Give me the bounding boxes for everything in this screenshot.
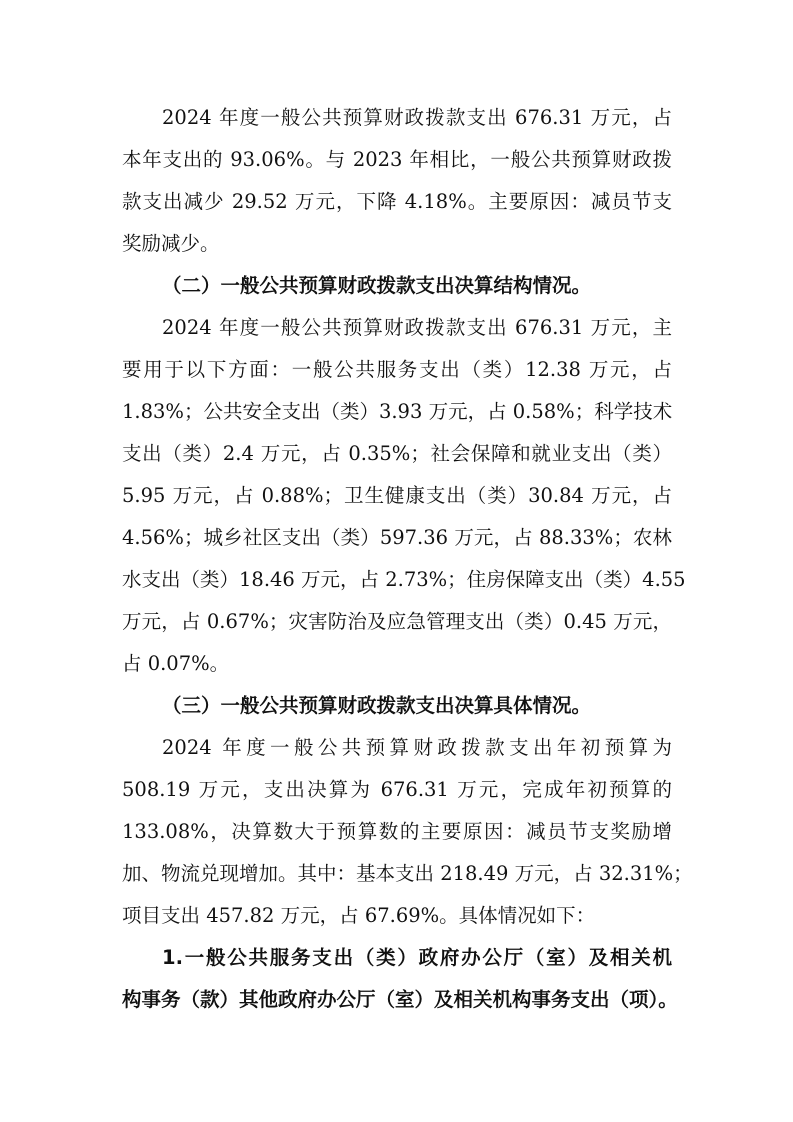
paragraph-3-line-2: 508.19 万元，支出决算为 676.31 万元，完成年初预算的	[122, 778, 672, 801]
item-1-line-1: 1.一般公共服务支出（类）政府办公厅（室）及相关机	[162, 946, 672, 969]
paragraph-1-line-3: 款支出减少 29.52 万元，下降 4.18%。主要原因：减员节支	[122, 190, 672, 213]
paragraph-1-line-4: 奖励减少。	[122, 232, 220, 255]
paragraph-1-line-2: 本年支出的 93.06%。与 2023 年相比，一般公共预算财政拨	[122, 148, 672, 171]
paragraph-2-line-6: 4.56%；城乡社区支出（类）597.36 万元，占 88.33%；农林	[122, 526, 672, 549]
paragraph-2-line-8: 万元，占 0.67%；灾害防治及应急管理支出（类）0.45 万元，	[122, 610, 672, 633]
paragraph-3-line-4: 加、物流兑现增加。其中：基本支出 218.49 万元，占 32.31%；	[122, 862, 693, 885]
paragraph-2-line-9: 占 0.07%。	[122, 652, 230, 675]
paragraph-3-line-5: 项目支出 457.82 万元，占 67.69%。具体情况如下：	[122, 904, 596, 927]
paragraph-3-line-1: 2024 年度一般公共预算财政拨款支出年初预算为	[162, 736, 672, 759]
paragraph-1-line-1: 2024 年度一般公共预算财政拨款支出 676.31 万元，占	[162, 106, 672, 129]
paragraph-2-line-4: 支出（类）2.4 万元，占 0.35%；社会保障和就业支出（类）	[122, 442, 672, 465]
paragraph-2-line-7: 水支出（类）18.46 万元，占 2.73%；住房保障支出（类）4.55	[122, 568, 686, 591]
item-1-line-2: 构事务（款）其他政府办公厅（室）及相关机构事务支出（项）。	[122, 988, 678, 1011]
paragraph-2-line-2: 要用于以下方面：一般公共服务支出（类）12.38 万元，占	[122, 358, 672, 381]
paragraph-2-line-1: 2024 年度一般公共预算财政拨款支出 676.31 万元，主	[162, 316, 672, 339]
section-heading-3: （三）一般公共预算财政拨款支出决算具体情况。	[162, 694, 592, 717]
section-heading-2: （二）一般公共预算财政拨款支出决算结构情况。	[162, 274, 592, 297]
paragraph-2-line-5: 5.95 万元，占 0.88%；卫生健康支出（类）30.84 万元，占	[122, 484, 672, 507]
paragraph-2-line-3: 1.83%；公共安全支出（类）3.93 万元，占 0.58%；科学技术	[122, 400, 673, 423]
paragraph-3-line-3: 133.08%，决算数大于预算数的主要原因：减员节支奖励增	[122, 820, 672, 843]
